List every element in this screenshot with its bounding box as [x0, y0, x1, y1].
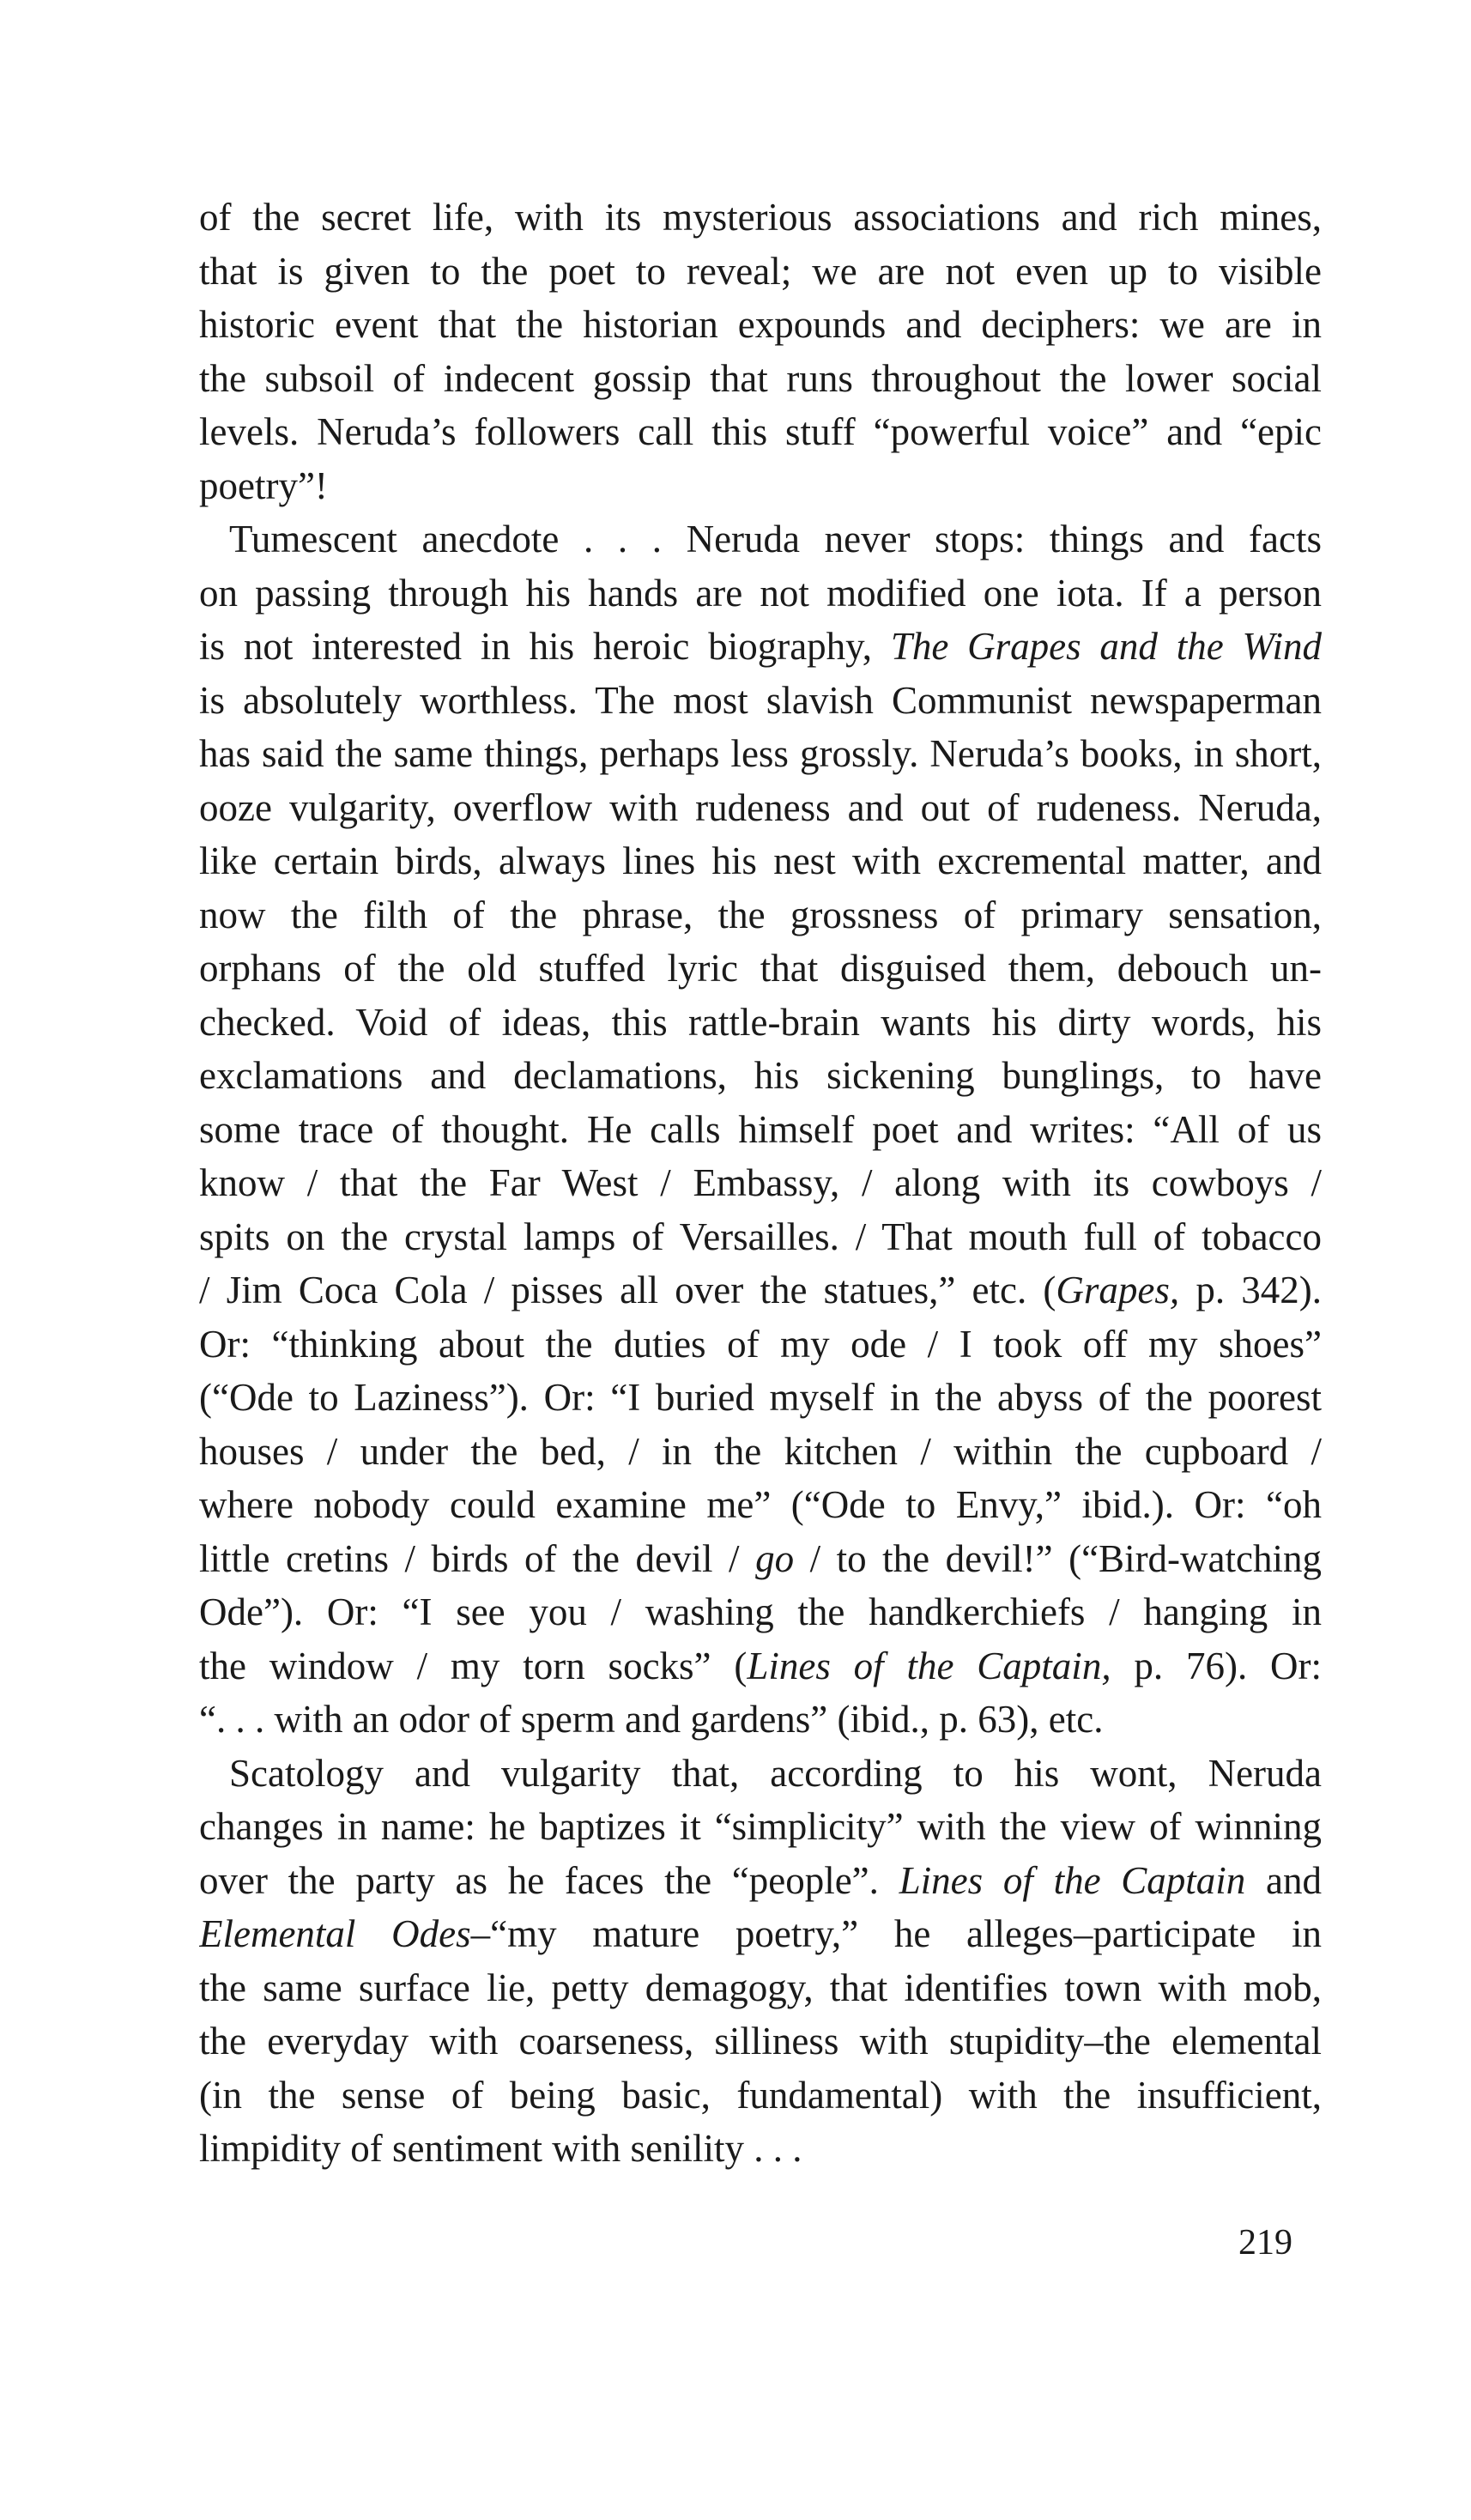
- text-line: [199, 1639, 1322, 1693]
- text-line: [199, 2069, 1322, 2123]
- text-line: [199, 2122, 1322, 2176]
- text-line: [199, 674, 1322, 728]
- line-text: that is given to the poet to reveal; we are not even up to visible: [199, 249, 1322, 293]
- line-text: little cretins / birds of the devil /: [199, 1536, 756, 1580]
- line-text: houses / under the bed, / in the kitchen / within the cupboard /: [199, 1429, 1322, 1473]
- text-line: [199, 1961, 1322, 2015]
- text-line: [199, 1854, 1322, 1908]
- text-line: [199, 245, 1322, 299]
- text-line: [199, 1478, 1322, 1532]
- italic-title-text: go: [755, 1536, 795, 1580]
- line-text: orphans of the old stuffed lyric that disguised them, debouch un-: [199, 947, 1322, 990]
- text-line: [199, 512, 1322, 566]
- text-line: [199, 1532, 1322, 1586]
- line-text: Tumescent anecdote . . . Neruda never stops: things and facts: [229, 518, 1322, 560]
- text-line: [199, 1318, 1322, 1372]
- line-text: changes in name: he baptizes it “simplicity” with the view of winning: [199, 1805, 1322, 1848]
- text-line: [199, 1210, 1322, 1264]
- text-line: [199, 298, 1322, 352]
- text-line: [199, 1747, 1322, 1801]
- line-text: checked. Void of ideas, this rattle-brain wants his dirty words, his: [199, 1000, 1322, 1044]
- text-line: [199, 727, 1322, 781]
- text-line: [199, 1049, 1322, 1103]
- line-text: “. . . with an odor of sperm and gardens” (ibid., p. 63), etc.: [199, 1698, 1104, 1741]
- line-text: some trace of thought. He calls himself poet and writes: “All of us: [199, 1107, 1322, 1151]
- text-line: [199, 191, 1322, 245]
- line-text: now the filth of the phrase, the grossness of primary sensation,: [199, 893, 1322, 936]
- text-line: [199, 1263, 1322, 1318]
- line-text: Scatology and vulgarity that, according to his wont, Neruda: [229, 1751, 1322, 1795]
- line-text: over the party as he faces the “people”.: [199, 1858, 899, 1902]
- line-text: (“Ode to Laziness”). Or: “I buried myself in the abyss of the poorest: [199, 1376, 1322, 1419]
- line-text: and: [1245, 1858, 1322, 1902]
- text-line: [199, 942, 1322, 996]
- line-text: the same surface lie, petty demagogy, that identifies town with mob,: [199, 1966, 1322, 2009]
- text-line: [199, 1156, 1322, 1210]
- text-line: [199, 1103, 1322, 1157]
- line-text: spits on the crystal lamps of Versailles. / That mouth full of tobacco: [199, 1215, 1322, 1258]
- line-text: Ode”). Or: “I see you / washing the handkerchiefs / hanging in: [199, 1590, 1322, 1633]
- text-line: [199, 620, 1322, 674]
- line-text: ooze vulgarity, overflow with rudeness and out of rudeness. Neruda,: [199, 785, 1322, 829]
- line-text: Or: “thinking about the duties of my ode / I took off my shoes”: [199, 1322, 1322, 1366]
- line-text: the subsoil of indecent gossip that runs throughout the lower social: [199, 356, 1322, 400]
- line-text: like certain birds, always lines his nest with excremental matter, and: [199, 839, 1322, 882]
- line-text: the window / my torn socks” (: [199, 1644, 748, 1687]
- line-text: exclamations and declamations, his sickening bunglings, to have: [199, 1054, 1322, 1097]
- line-text: (in the sense of being basic, fundamental) with the insufficient,: [199, 2073, 1322, 2117]
- italic-title-text: Elemental Odes: [199, 1912, 471, 1955]
- text-line: [199, 1585, 1322, 1639]
- body-text: [199, 191, 1322, 2176]
- italic-title-text: The Grapes and the Wind: [890, 625, 1322, 668]
- line-text: historic event that the historian expounds and deciphers: we are in: [199, 303, 1322, 346]
- line-text: poetry”!: [199, 463, 328, 507]
- text-line: [199, 834, 1322, 888]
- line-text: has said the same things, perhaps less grossly. Neruda’s books, in short,: [199, 732, 1322, 775]
- text-line: [199, 996, 1322, 1050]
- text-line: [199, 459, 1322, 513]
- line-text: is not interested in his heroic biography,: [199, 625, 891, 668]
- italic-title-text: Lines of the Captain: [899, 1858, 1246, 1902]
- page-number: 219: [1238, 2223, 1292, 2263]
- text-line: [199, 352, 1322, 406]
- line-text: of the secret life, with its mysterious associations and rich mines,: [199, 196, 1322, 239]
- text-line: [199, 781, 1322, 835]
- text-line: [199, 888, 1322, 942]
- line-text: p. 76). Or:: [1111, 1644, 1322, 1687]
- line-text: –“my mature poetry,” he alleges–participate in: [470, 1912, 1322, 1955]
- line-text: on passing through his hands are not modified one iota. If a person: [199, 571, 1322, 615]
- line-text: / to the devil!” (“Bird-watching: [794, 1536, 1322, 1580]
- line-text: the everyday with coarseness, silliness with stupidity–the elemental: [199, 2020, 1322, 2063]
- text-line: [199, 1425, 1322, 1479]
- line-text: is absolutely worthless. The most slavish Communist newspaperman: [199, 678, 1322, 722]
- line-text: know / that the Far West / Embassy, / along with its cowboys /: [199, 1161, 1322, 1204]
- line-text: p. 342).: [1179, 1269, 1322, 1311]
- line-text: levels. Neruda’s followers call this stuff “powerful voice” and “epic: [199, 410, 1322, 453]
- italic-title-text: Lines of the Captain,: [747, 1644, 1111, 1687]
- text-line: [199, 405, 1322, 459]
- line-text: / Jim Coca Cola / pisses all over the statues,” etc. (: [199, 1269, 1056, 1311]
- line-text: where nobody could examine me” (“Ode to Envy,” ibid.). Or: “oh: [199, 1483, 1322, 1526]
- text-line: [199, 2014, 1322, 2069]
- text-line: [199, 1800, 1322, 1854]
- text-line: [199, 1693, 1322, 1747]
- text-line: [199, 566, 1322, 621]
- text-line: [199, 1371, 1322, 1425]
- italic-title-text: Grapes,: [1056, 1269, 1180, 1311]
- text-line: [199, 1907, 1322, 1961]
- line-text: limpidity of sentiment with senility . . .: [199, 2127, 802, 2170]
